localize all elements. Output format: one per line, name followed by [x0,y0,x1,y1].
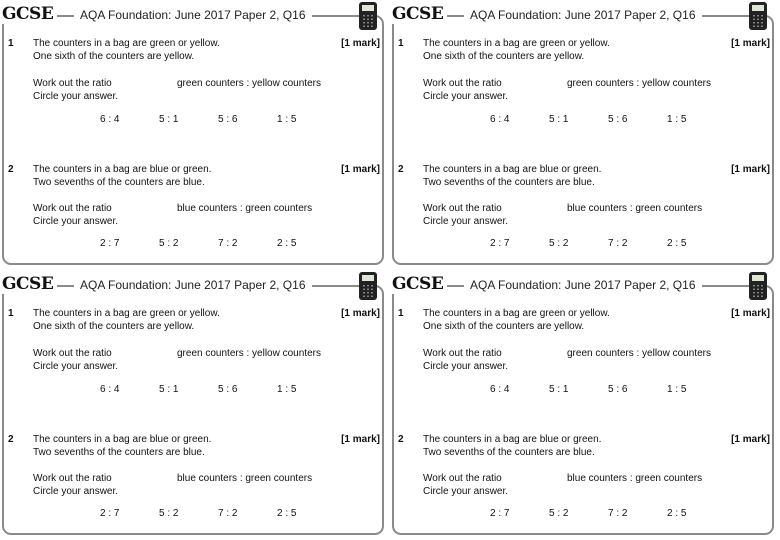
question-1-option-2[interactable]: 5 : 1 [549,384,569,395]
question-1-option-1[interactable]: 6 : 4 [100,384,120,395]
question-2-line-1: The counters in a bag are blue or green. [33,164,212,175]
calculator-icon [749,272,767,300]
question-2-circle-prompt: Circle your answer. [33,486,119,497]
question-card [0,0,386,267]
question-1-option-1[interactable]: 6 : 4 [490,384,510,395]
question-1-option-3[interactable]: 5 : 6 [608,114,628,125]
question-2-circle-prompt: Circle your answer. [33,216,119,227]
question-card [390,0,776,267]
question-1-option-4[interactable]: 1 : 5 [667,384,687,395]
question-1-option-3[interactable]: 5 : 6 [608,384,628,395]
question-2-option-1[interactable]: 2 : 7 [100,508,120,519]
question-2-line-2: Two sevenths of the counters are blue. [423,447,595,458]
question-2-circle-prompt: Circle your answer. [423,216,509,227]
calculator-icon [749,2,767,30]
question-card [390,270,776,537]
question-1-option-2[interactable]: 5 : 1 [549,114,569,125]
question-2-ratio: blue counters : green counters [177,203,313,214]
question-1-option-4[interactable]: 1 : 5 [667,114,687,125]
question-1-marks: [1 mark] [341,308,380,319]
question-2-option-3[interactable]: 7 : 2 [608,238,628,249]
question-1-instruction: Work out the ratio [33,78,112,89]
question-2-option-3[interactable]: 7 : 2 [608,508,628,519]
question-2-circle-prompt: Circle your answer. [423,486,509,497]
question-1-line-1: The counters in a bag are green or yellow. [33,38,220,49]
question-1-circle-prompt: Circle your answer. [33,361,119,372]
question-2-option-3[interactable]: 7 : 2 [218,508,238,519]
question-card [0,270,386,537]
question-2-number: 2 [8,434,14,445]
question-1-option-3[interactable]: 5 : 6 [218,384,238,395]
question-1-line-2: One sixth of the counters are yellow. [33,321,195,332]
question-1-ratio: green counters : yellow counters [177,348,321,359]
question-1-option-1[interactable]: 6 : 4 [490,114,510,125]
question-2-line-2: Two sevenths of the counters are blue. [33,447,205,458]
question-1-line-1: The counters in a bag are green or yellow. [33,308,220,319]
question-1-number: 1 [8,308,14,319]
question-2-instruction: Work out the ratio [33,473,112,484]
question-2-option-4[interactable]: 2 : 5 [277,238,297,249]
calculator-icon [359,2,377,30]
question-2-ratio: blue counters : green counters [567,473,703,484]
question-2-instruction: Work out the ratio [423,473,502,484]
question-2-marks: [1 mark] [731,434,770,445]
question-2-line-2: Two sevenths of the counters are blue. [33,177,205,188]
question-1-line-2: One sixth of the counters are yellow. [423,321,585,332]
question-2-number: 2 [398,434,404,445]
question-1-number: 1 [8,38,14,49]
question-2-option-2[interactable]: 5 : 2 [159,508,179,519]
question-2-ratio: blue counters : green counters [567,203,703,214]
question-2-option-1[interactable]: 2 : 7 [100,238,120,249]
gcse-logo: GCSE [2,274,57,294]
question-2-marks: [1 mark] [341,434,380,445]
gcse-logo: GCSE [392,4,447,24]
question-2-option-4[interactable]: 2 : 5 [277,508,297,519]
question-1-instruction: Work out the ratio [33,348,112,359]
question-1-marks: [1 mark] [731,308,770,319]
question-1-ratio: green counters : yellow counters [177,78,321,89]
question-2-option-2[interactable]: 5 : 2 [549,508,569,519]
card-title: AQA Foundation: June 2017 Paper 2, Q16 [464,8,702,22]
question-1-circle-prompt: Circle your answer. [33,91,119,102]
question-1-option-4[interactable]: 1 : 5 [277,114,297,125]
question-1-number: 1 [398,308,404,319]
question-1-marks: [1 mark] [731,38,770,49]
question-1-line-2: One sixth of the counters are yellow. [423,51,585,62]
question-2-ratio: blue counters : green counters [177,473,313,484]
question-1-instruction: Work out the ratio [423,348,502,359]
question-2-option-2[interactable]: 5 : 2 [159,238,179,249]
question-2-marks: [1 mark] [341,164,380,175]
question-2-option-1[interactable]: 2 : 7 [490,508,510,519]
question-2-line-1: The counters in a bag are blue or green. [423,164,602,175]
question-1-option-2[interactable]: 5 : 1 [159,384,179,395]
question-1-option-2[interactable]: 5 : 1 [159,114,179,125]
question-1-option-4[interactable]: 1 : 5 [277,384,297,395]
question-1-circle-prompt: Circle your answer. [423,361,509,372]
question-1-instruction: Work out the ratio [423,78,502,89]
question-1-option-1[interactable]: 6 : 4 [100,114,120,125]
question-2-number: 2 [8,164,14,175]
calculator-icon [359,272,377,300]
question-1-ratio: green counters : yellow counters [567,348,711,359]
question-2-marks: [1 mark] [731,164,770,175]
question-1-line-1: The counters in a bag are green or yellow. [423,38,610,49]
question-2-line-1: The counters in a bag are blue or green. [423,434,602,445]
gcse-logo: GCSE [392,274,447,294]
question-2-option-3[interactable]: 7 : 2 [218,238,238,249]
question-2-option-4[interactable]: 2 : 5 [667,238,687,249]
gcse-logo: GCSE [2,4,57,24]
card-title: AQA Foundation: June 2017 Paper 2, Q16 [74,278,312,292]
card-title: AQA Foundation: June 2017 Paper 2, Q16 [74,8,312,22]
question-1-option-3[interactable]: 5 : 6 [218,114,238,125]
question-2-option-4[interactable]: 2 : 5 [667,508,687,519]
question-2-option-2[interactable]: 5 : 2 [549,238,569,249]
question-2-option-1[interactable]: 2 : 7 [490,238,510,249]
question-1-line-1: The counters in a bag are green or yellow. [423,308,610,319]
question-2-line-1: The counters in a bag are blue or green. [33,434,212,445]
question-2-line-2: Two sevenths of the counters are blue. [423,177,595,188]
question-1-ratio: green counters : yellow counters [567,78,711,89]
question-1-marks: [1 mark] [341,38,380,49]
question-1-circle-prompt: Circle your answer. [423,91,509,102]
question-2-instruction: Work out the ratio [423,203,502,214]
question-2-number: 2 [398,164,404,175]
question-2-instruction: Work out the ratio [33,203,112,214]
question-1-number: 1 [398,38,404,49]
question-1-line-2: One sixth of the counters are yellow. [33,51,195,62]
card-title: AQA Foundation: June 2017 Paper 2, Q16 [464,278,702,292]
